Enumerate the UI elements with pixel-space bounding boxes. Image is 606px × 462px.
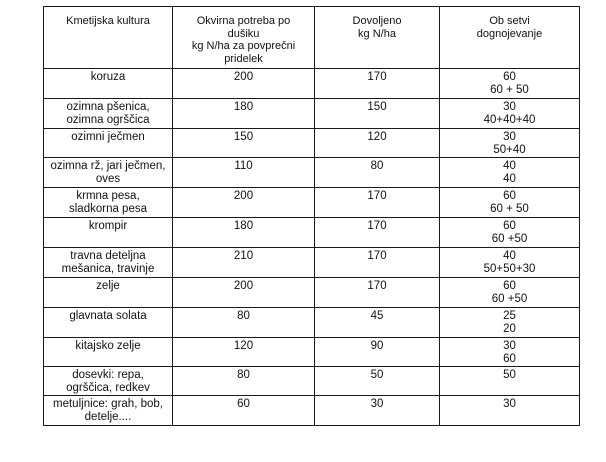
sowing-fertilization-value: 50+40 [493, 144, 526, 156]
sowing-fertilization-value: 30 [503, 340, 516, 352]
sowing-fertilization-cell [440, 278, 580, 308]
crop-name: koruza [90, 71, 126, 83]
sowing-fertilization-cell [440, 188, 580, 218]
crop-cell [44, 99, 173, 129]
nitrogen-need-value: 200 [233, 280, 254, 292]
sowing-fertilization-value: 50 [503, 369, 516, 381]
allowed-cell [315, 99, 440, 129]
nitrogen-need-value: 80 [237, 369, 250, 381]
sowing-fertilization-value: 30 [503, 101, 516, 113]
header-need-line: kg N/ha za povprečni [191, 40, 296, 52]
crop-cell [44, 188, 173, 218]
sowing-fertilization-cell [440, 69, 580, 99]
nitrogen-need-cell [173, 218, 315, 248]
allowed-value: 90 [370, 340, 384, 352]
sowing-fertilization-value: 25 [503, 310, 516, 322]
allowed-value: 170 [367, 250, 387, 262]
sowing-fertilization-cell [440, 248, 580, 278]
allowed-value: 30 [370, 398, 384, 410]
allowed-value: 80 [370, 160, 384, 172]
crop-name: ozimna rž, jari ječmen, oves [50, 160, 166, 185]
crop-name: glavnata solata [69, 310, 147, 322]
allowed-cell [315, 367, 440, 396]
sowing-fertilization-value: 60 +50 [491, 293, 528, 305]
sowing-fertilization-value: 30 [503, 131, 516, 143]
crop-name: travna deteljna mešanica, travinje [61, 250, 155, 275]
nitrogen-need-value: 150 [233, 131, 254, 143]
nitrogen-need-value: 210 [233, 250, 254, 262]
allowed-cell [315, 158, 440, 188]
sowing-fertilization-cell [440, 367, 580, 396]
table-row [44, 99, 580, 129]
crop-name: ozimni ječmen [71, 131, 145, 143]
header-need-line: pridelek [224, 52, 263, 65]
crop-cell [44, 338, 173, 367]
sowing-fertilization-value: 60 [503, 280, 516, 292]
allowed-value: 120 [367, 131, 387, 143]
sowing-fertilization-value: 50+50+30 [483, 263, 536, 275]
allowed-value: 170 [367, 190, 387, 202]
nitrogen-need-cell [173, 69, 315, 99]
sowing-fertilization-cell [440, 99, 580, 129]
allowed-cell [315, 129, 440, 158]
crop-cell [44, 218, 173, 248]
allowed-cell [315, 218, 440, 248]
nitrogen-need-value: 80 [237, 310, 250, 322]
sowing-fertilization-cell [440, 158, 580, 188]
sowing-fertilization-cell [440, 129, 580, 158]
sowing-fertilization-value: 60 [503, 71, 516, 83]
crop-name: metuljnice: grah, bob, detelje.... [53, 398, 163, 423]
table-body [44, 69, 580, 426]
allowed-value: 150 [367, 101, 387, 113]
header-sowing-line: dognojevanje [476, 27, 543, 40]
nitrogen-need-cell [173, 367, 315, 396]
header-crop-line: Kmetijska kultura [66, 15, 150, 27]
nitrogen-need-cell [173, 308, 315, 338]
nitrogen-need-cell [173, 338, 315, 367]
header-crop [44, 7, 173, 69]
table-row [44, 396, 580, 426]
sowing-fertilization-value: 60 [503, 220, 516, 232]
crop-name: krompir [88, 220, 128, 232]
nitrogen-need-cell [173, 158, 315, 188]
allowed-cell [315, 338, 440, 367]
table-row [44, 308, 580, 338]
header-sowing-fertilization [440, 7, 580, 69]
header-nitrogen-need [173, 7, 315, 69]
table-row [44, 188, 580, 218]
sowing-fertilization-value: 40 [503, 250, 516, 262]
header-sowing-line: Ob setvi [489, 15, 530, 27]
nitrogen-need-cell [173, 99, 315, 129]
nitrogen-table [43, 6, 580, 426]
allowed-cell [315, 248, 440, 278]
sowing-fertilization-value: 30 [503, 398, 516, 410]
allowed-cell [315, 69, 440, 99]
crop-name: ozimna pšenica, ozimna ogrščica [66, 101, 150, 126]
table-row [44, 248, 580, 278]
sowing-fertilization-cell [440, 218, 580, 248]
allowed-value: 170 [367, 280, 387, 292]
sowing-fertilization-value: 40+40+40 [483, 114, 536, 126]
crop-name: dosevki: repa, ogrščica, redkev [66, 369, 150, 394]
header-allowed [315, 7, 440, 69]
sowing-fertilization-cell [440, 338, 580, 367]
crop-cell [44, 308, 173, 338]
sowing-fertilization-value: 40 [503, 173, 516, 185]
table-row [44, 278, 580, 308]
table-row [44, 69, 580, 99]
nitrogen-need-value: 180 [233, 101, 254, 113]
sowing-fertilization-cell [440, 308, 580, 338]
nitrogen-need-value: 180 [233, 220, 254, 232]
sowing-fertilization-value: 20 [503, 323, 516, 335]
allowed-cell [315, 308, 440, 338]
allowed-cell [315, 188, 440, 218]
crop-name: krmna pesa, sladkorna pesa [69, 190, 147, 215]
sowing-fertilization-value: 60 [503, 190, 516, 202]
nitrogen-need-value: 60 [237, 398, 250, 410]
table-row [44, 338, 580, 367]
nitrogen-need-cell [173, 188, 315, 218]
nitrogen-need-value: 120 [233, 340, 254, 352]
sowing-fertilization-value: 60 + 50 [490, 84, 529, 96]
sowing-fertilization-value: 40 [503, 160, 516, 172]
nitrogen-need-value: 200 [233, 71, 254, 83]
table-row [44, 218, 580, 248]
allowed-cell [315, 278, 440, 308]
crop-cell [44, 278, 173, 308]
table-row [44, 367, 580, 396]
crop-cell [44, 129, 173, 158]
nitrogen-need-value: 110 [234, 160, 253, 172]
allowed-value: 45 [370, 310, 384, 322]
crop-cell [44, 248, 173, 278]
crop-cell [44, 158, 173, 188]
nitrogen-need-cell [173, 129, 315, 158]
header-row [44, 7, 580, 69]
crop-cell [44, 396, 173, 426]
allowed-value: 50 [370, 369, 384, 381]
allowed-cell [315, 396, 440, 426]
nitrogen-need-cell [173, 396, 315, 426]
nitrogen-need-cell [173, 278, 315, 308]
allowed-value: 170 [367, 71, 387, 83]
sowing-fertilization-value: 60 +50 [491, 233, 528, 245]
table-row [44, 158, 580, 188]
header-need-line: dušiku [227, 27, 260, 40]
sowing-fertilization-value: 60 [503, 353, 516, 365]
crop-cell [44, 367, 173, 396]
crop-name: kitajsko zelje [75, 340, 141, 352]
nitrogen-need-cell [173, 248, 315, 278]
header-need-line: Okvirna potreba po [196, 15, 291, 27]
header-allowed-line: Dovoljeno [352, 15, 402, 27]
sowing-fertilization-cell [440, 396, 580, 426]
table-header [44, 7, 580, 69]
header-allowed-line: kg N/ha [358, 27, 396, 40]
crop-name: zelje [96, 280, 120, 292]
nitrogen-need-value: 200 [233, 190, 254, 202]
crop-cell [44, 69, 173, 99]
allowed-value: 170 [367, 220, 387, 232]
sowing-fertilization-value: 60 + 50 [490, 203, 529, 215]
table-row [44, 129, 580, 158]
